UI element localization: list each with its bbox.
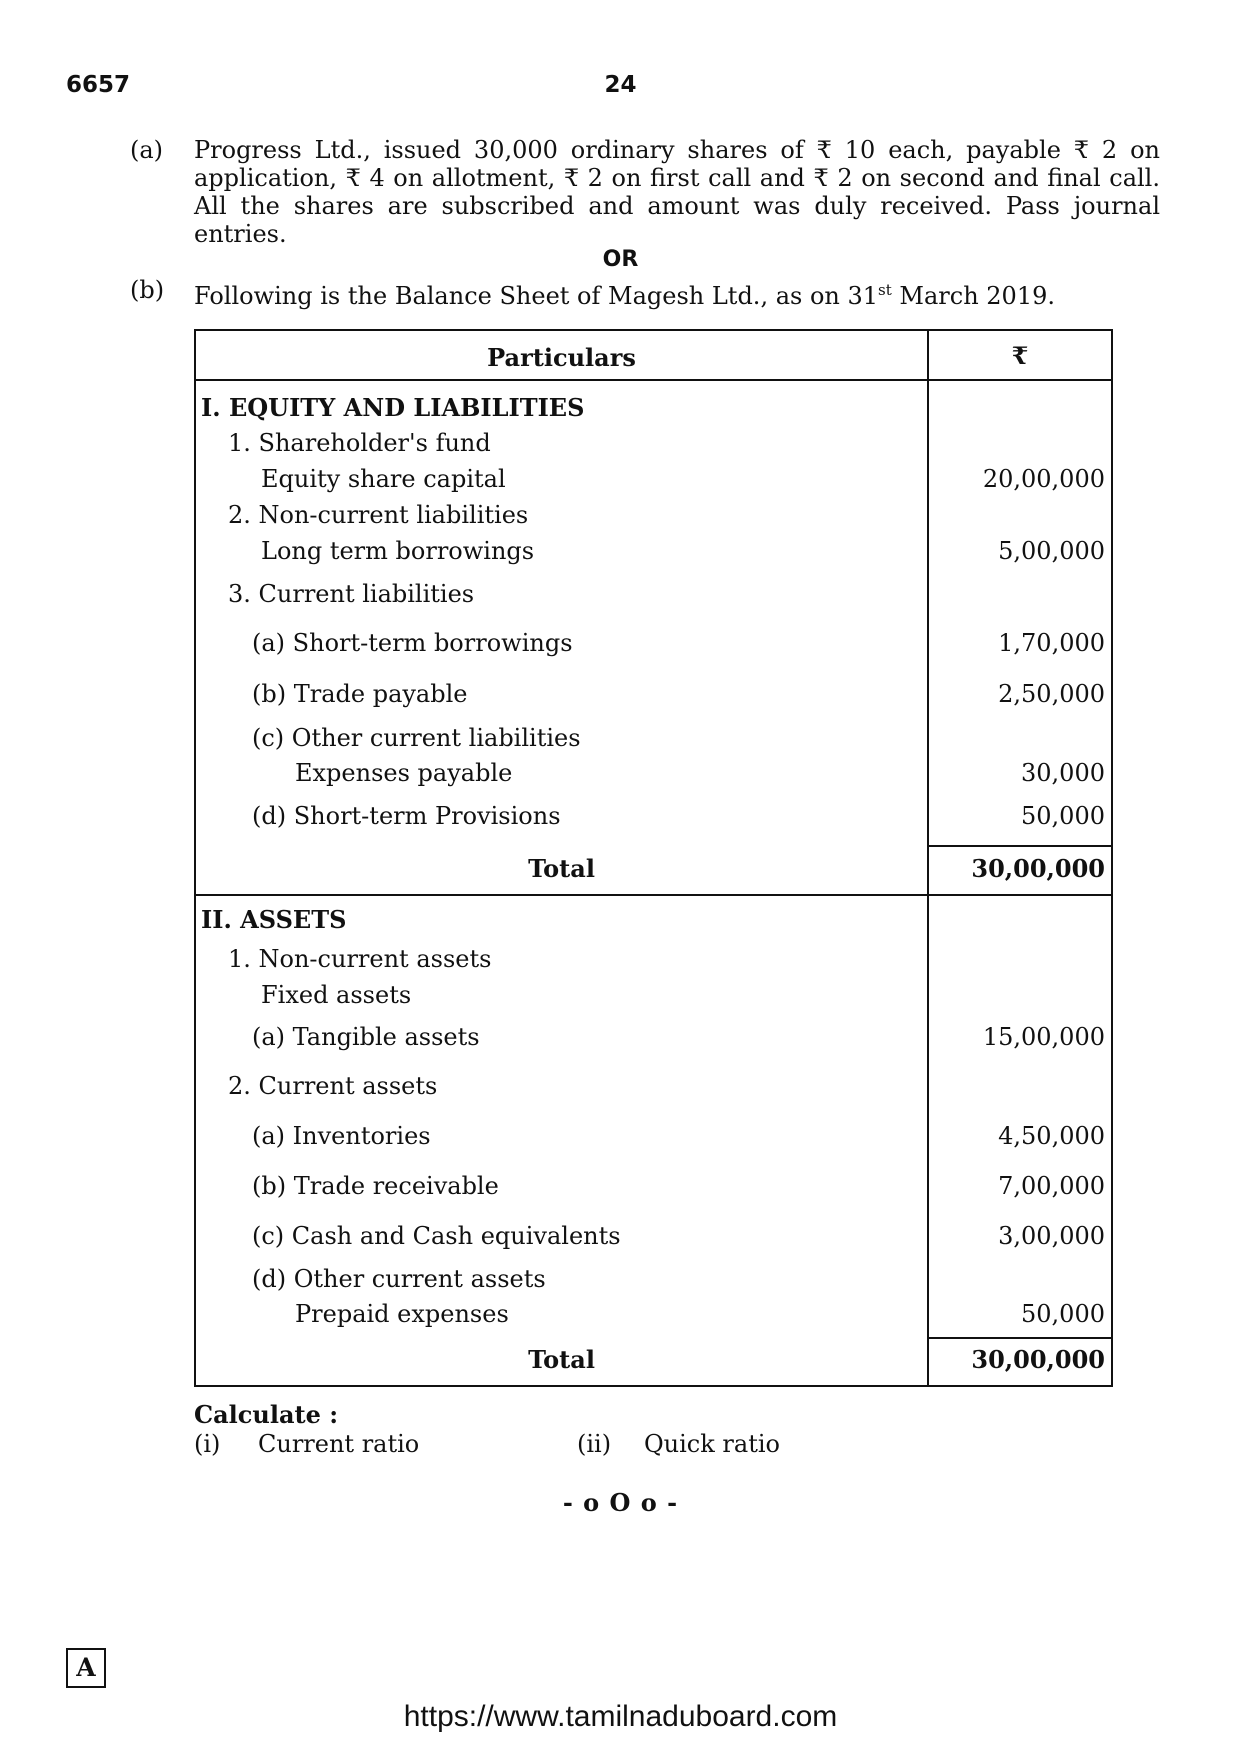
equity-share-capital-label: Equity share capital [261,465,506,493]
long-term-borrowings-amount: 5,00,000 [998,537,1105,565]
calculate-item-2-text: Quick ratio [644,1430,780,1458]
question-paper-version-box: A [66,1648,106,1688]
non-current-liabilities-label: 2. Non-current liabilities [228,501,529,529]
trade-payable-label: (b) Trade payable [252,680,468,708]
inventories-amount: 4,50,000 [998,1122,1105,1150]
current-liabilities-label: 3. Current liabilities [228,580,475,608]
fixed-assets-label: Fixed assets [261,981,412,1009]
inventories-label: (a) Inventories [252,1122,431,1150]
current-assets-label: 2. Current assets [228,1072,438,1100]
tangible-assets-label: (a) Tangible assets [252,1023,480,1051]
liabilities-total-amount: 30,00,000 [971,854,1105,883]
question-a-label: (a) [130,136,164,164]
assets-total-label: Total [528,1345,595,1374]
question-b-label: (b) [130,276,165,304]
footer-url: https://www.tamilnaduboard.com [403,1700,838,1733]
prepaid-expenses-amount: 50,000 [1021,1300,1105,1328]
liabilities-total-bottom-rule [196,894,1111,896]
question-a-text: Progress Ltd., issued 30,000 ordinary shares of ₹ 10 each, payable ₹ 2 on application, ₹ 4 on allotment, ₹ 2 on first call and ₹ 2 on second and final call. All the shares are subscribed and amount was duly received. Pass journal entries. [194,136,1160,248]
other-current-assets-label: (d) Other current assets [252,1265,546,1293]
tangible-assets-amount: 15,00,000 [982,1023,1105,1051]
calculate-item-1-number: (i) [194,1430,221,1458]
expenses-payable-label: Expenses payable [295,759,513,787]
question-b-superscript: st [878,281,892,299]
or-separator: OR [602,247,639,272]
question-b-text-before: Following is the Balance Sheet of Magesh Ltd., as on 31 [194,282,879,310]
end-mark: - o O o - [562,1488,679,1517]
trade-payable-amount: 2,50,000 [998,680,1105,708]
assets-total-top-rule [927,1337,1111,1339]
header-rule [196,379,1111,381]
short-term-provisions-label: (d) Short-term Provisions [252,802,561,830]
short-term-borrowings-label: (a) Short-term borrowings [252,629,573,657]
liabilities-total-label: Total [528,854,595,883]
expenses-payable-amount: 30,000 [1021,759,1105,787]
short-term-borrowings-amount: 1,70,000 [998,629,1105,657]
calculate-heading: Calculate : [194,1400,339,1429]
assets-heading: II. ASSETS [201,905,347,934]
prepaid-expenses-label: Prepaid expenses [295,1300,509,1328]
trade-receivable-label: (b) Trade receivable [252,1172,499,1200]
amount-header: ₹ [1011,341,1029,370]
shareholders-fund-label: 1. Shareholder's fund [228,429,491,457]
equity-liabilities-heading: I. EQUITY AND LIABILITIES [201,393,585,422]
short-term-provisions-amount: 50,000 [1021,802,1105,830]
trade-receivable-amount: 7,00,000 [998,1172,1105,1200]
column-divider [927,331,929,1385]
non-current-assets-label: 1. Non-current assets [228,945,492,973]
particulars-header: Particulars [487,343,636,372]
calculate-item-1-text: Current ratio [258,1430,420,1458]
long-term-borrowings-label: Long term borrowings [261,537,535,565]
cash-equivalents-amount: 3,00,000 [998,1222,1105,1250]
assets-total-amount: 30,00,000 [971,1345,1105,1374]
other-current-liabilities-label: (c) Other current liabilities [252,724,581,752]
equity-share-capital-amount: 20,00,000 [982,465,1105,493]
cash-equivalents-label: (c) Cash and Cash equivalents [252,1222,621,1250]
paper-code: 6657 [66,72,131,98]
balance-sheet-table [194,329,1113,1387]
liabilities-total-top-rule [927,845,1111,847]
question-b-text [194,276,1055,310]
page-number: 24 [604,72,637,98]
question-b-text-after: March 2019. [891,282,1055,310]
calculate-item-2-number: (ii) [577,1430,612,1458]
